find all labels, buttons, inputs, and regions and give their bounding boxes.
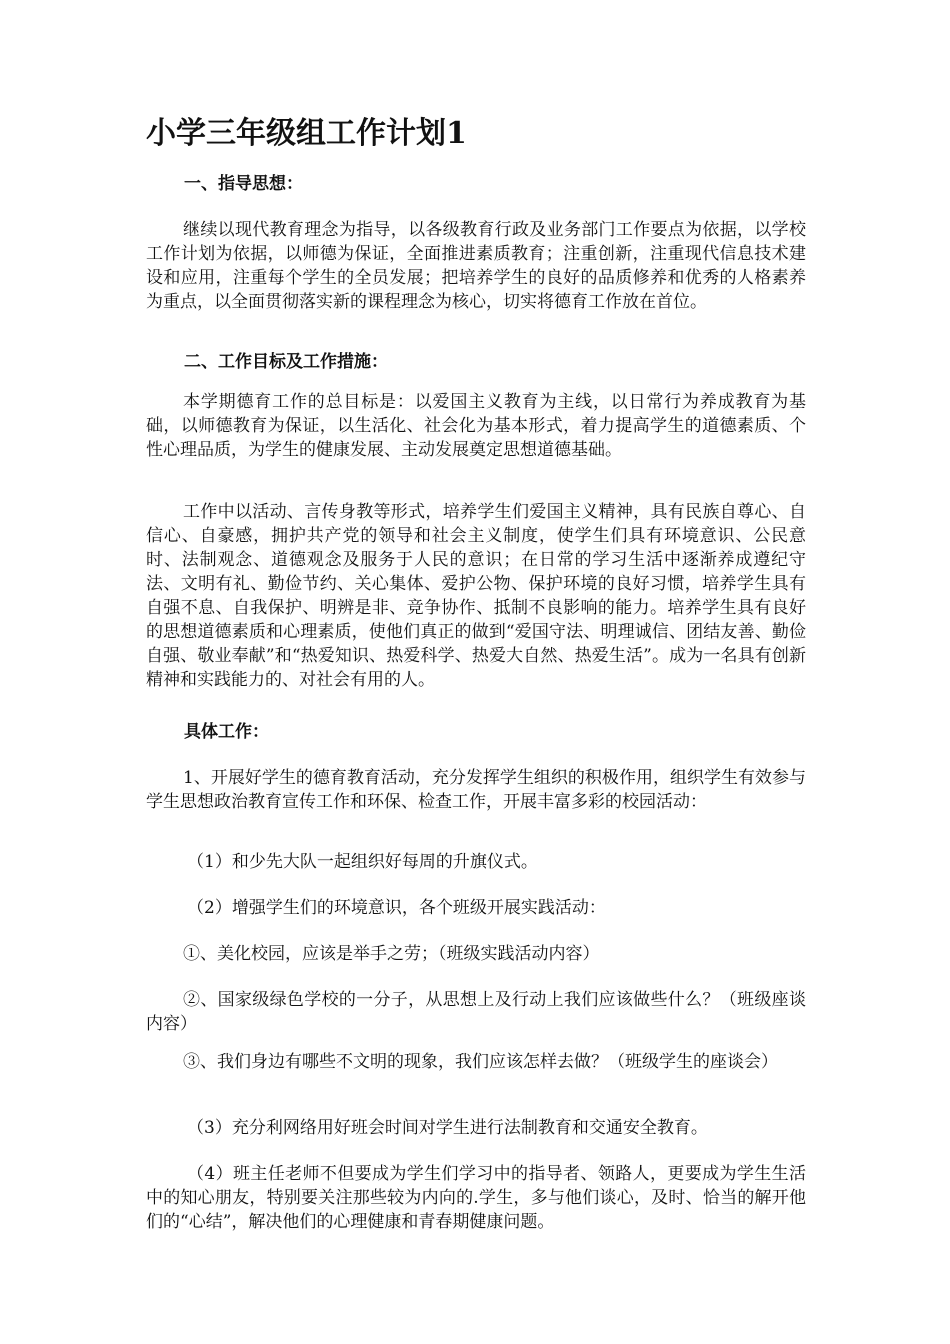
- paragraph-circle-3: ③、我们身边有哪些不文明的现象，我们应该怎样去做？（班级学生的座谈会）: [183, 1052, 778, 1072]
- section-heading-specific-work: 具体工作：: [184, 722, 269, 742]
- paragraph-guiding-ideology: 继续以现代教育理念为指导，以各级教育行政及业务部门工作要点为依据，以学校工作计划为依据，以师德为保证，全面推进素质教育；注重创新，注重现代信息技术建设和应用，注重每个学生的全员发展；把培养学生的良好的品质修养和优秀的人格素养为重点，以全面贯彻落实新的课程理念为核心，切实将德育工作放在首位。: [146, 220, 806, 312]
- section-heading-guiding-ideology: 一、指导思想：: [184, 174, 303, 194]
- paragraph-item-1-2: （2）增强学生们的环境意识，各个班级开展实践活动：: [187, 898, 606, 918]
- paragraph-work-methods: 工作中以活动、言传身教等形式，培养学生们爱国主义精神，具有民族自尊心、自信心、自豪感，拥护共产党的领导和社会主义制度，使学生们具有环境意识、公民意时、法制观念、道德观念及服务于人民的意识；在日常的学习生活中逐渐养成遵纪守法、文明有礼、勤俭节约、关心集体、爱护公物、保护环境的良好习惯，培养学生具有自强不息、自我保护、明辨是非、竞争协作、抵制不良影响的能力。培养学生具有良好的思想道德素质和心理素质，使他们真正的做到“爱国守法、明理诚信、团结友善、勤俭自强、敬业奉献”和“热爱知识、热爱科学、热爱大自然、热爱生活”。成为一名具有创新精神和实践能力的、对社会有用的人。: [146, 502, 806, 690]
- paragraph-item-1-3: （3）充分利网络用好班会时间对学生进行法制教育和交通安全教育。: [187, 1118, 708, 1138]
- paragraph-circle-2: ②、国家级绿色学校的一分子，从思想上及行动上我们应该做些什么？（班级座谈内容）: [146, 990, 806, 1034]
- document-title: 小学三年级组工作计划1: [146, 116, 467, 151]
- paragraph-item-1: 1、开展好学生的德育教育活动，充分发挥学生组织的积极作用，组织学生有效参与学生思想政治教育宣传工作和环保、检查工作，开展丰富多彩的校园活动：: [146, 768, 806, 812]
- paragraph-circle-1: ①、美化校园，应该是举手之劳；（班级实践活动内容）: [183, 944, 600, 964]
- paragraph-goals: 本学期德育工作的总目标是：以爱国主义教育为主线，以日常行为养成教育为基础，以师德教育为保证，以生活化、社会化为基本形式，着力提高学生的道德素质、个性心理品质，为学生的健康发展、主动发展奠定思想道德基础。: [146, 392, 806, 460]
- paragraph-item-1-1: （1）和少先大队一起组织好每周的升旗仪式。: [187, 852, 538, 872]
- paragraph-item-1-4: （4）班主任老师不但要成为学生们学习中的指导者、领路人，更要成为学生生活中的知心朋友，特别要关注那些较为内向的.学生，多与他们谈心，及时、恰当的解开他们的“心结”，解决他们的心理健康和青春期健康问题。: [146, 1164, 806, 1232]
- section-heading-goals: 二、工作目标及工作措施：: [184, 352, 388, 372]
